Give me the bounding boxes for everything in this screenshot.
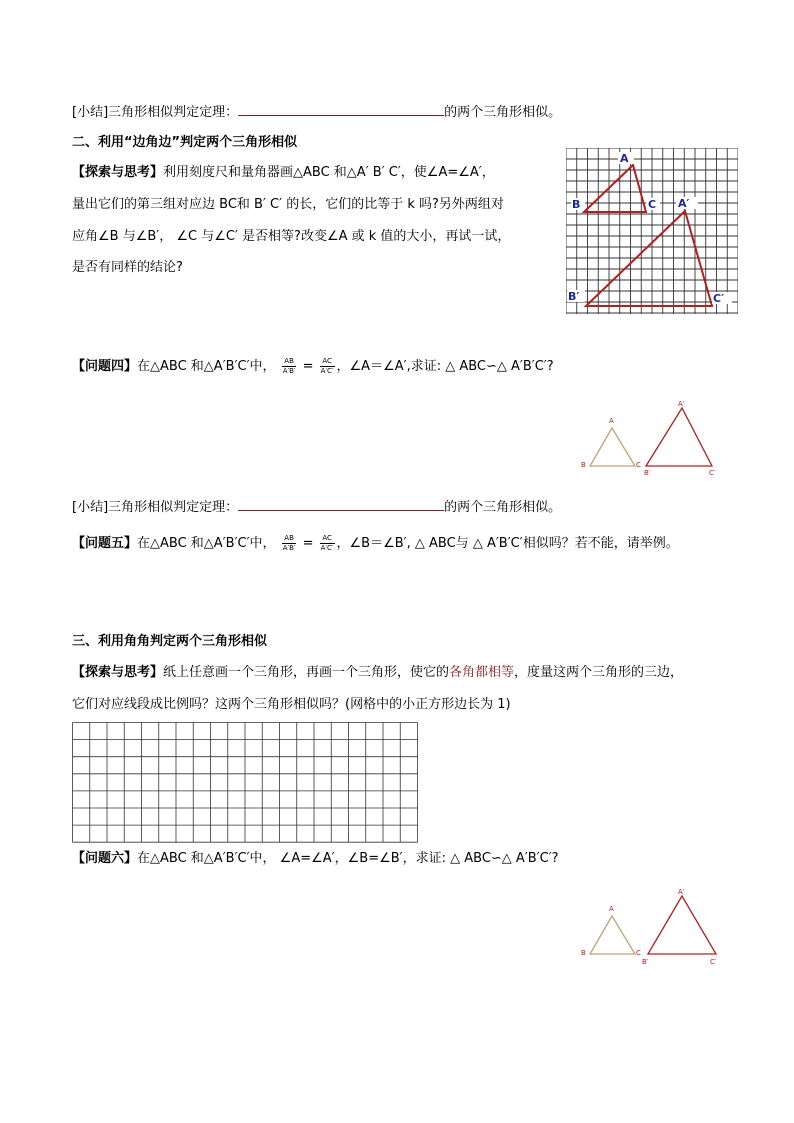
problem-6-text: 在△ABC 和△A′B′C′中， ∠A=∠A′，∠B=∠B′，求证: △ ABC∽△ A′B′C′? <box>137 851 559 866</box>
grid-label-a-prime: A′ <box>678 197 690 210</box>
fraction-numerator: AB <box>282 357 297 367</box>
section-3-explore-line-1 <box>72 664 683 682</box>
label-a: A <box>609 905 614 913</box>
label-c-prime: C′ <box>710 958 717 966</box>
problem-6-triangles <box>578 886 728 968</box>
fraction-numerator: AC <box>320 357 335 367</box>
label-b-prime: B′ <box>642 958 649 966</box>
triangle-abc-prime <box>646 408 712 466</box>
problem-5-fraction-1 <box>282 534 297 553</box>
explore-tag: 【探索与思考】 <box>72 165 164 180</box>
triangle-abc <box>590 428 635 466</box>
grid-label-b-prime: B′ <box>568 290 580 303</box>
problem-6 <box>72 850 559 868</box>
section-3-explore-line-2: 它们对应线段成比例吗？这两个三角形相似吗？(网格中的小正方形边长为 1) <box>72 697 511 712</box>
problem-5-fraction-2 <box>320 534 335 553</box>
problem-4-fraction-2 <box>320 357 335 376</box>
label-c: C <box>636 461 641 469</box>
summary-1 <box>72 103 561 122</box>
section-2-explore-line-1 <box>72 164 495 182</box>
fraction-denominator: A′C′ <box>320 544 334 552</box>
problem-4-fraction-1 <box>282 357 297 376</box>
fraction-numerator: AB <box>282 534 297 544</box>
problem-4-text-2: ，∠A＝∠A′,求证: △ ABC∽△ A′B′C′? <box>336 359 554 374</box>
grid-label-a: A <box>620 152 629 165</box>
grid-triangle-figure <box>566 148 738 314</box>
label-a: A <box>609 417 614 425</box>
triangle-abc <box>590 916 635 954</box>
problem-4-text-1: 在△ABC 和△A′B′C′中， <box>137 359 276 374</box>
summary-1-blank[interactable] <box>238 103 444 116</box>
summary-1-prefix: [小结]三角形相似判定定理： <box>72 105 239 120</box>
summary-1-suffix: 的两个三角形相似。 <box>444 105 562 120</box>
label-a-prime: A′ <box>678 888 685 896</box>
problem-4 <box>72 356 554 378</box>
label-b: B <box>581 949 586 957</box>
explore-text-1: 利用刻度尺和量角器画△ABC 和△A′ B′ C′，使∠A=∠A′， <box>163 165 495 180</box>
fraction-denominator: A′B′ <box>282 544 296 552</box>
summary-2-prefix: [小结]三角形相似判定定理： <box>72 500 239 515</box>
explore-highlight: 各角都相等 <box>449 665 515 680</box>
problem-5 <box>72 533 679 555</box>
label-a-prime: A′ <box>678 400 685 408</box>
fraction-denominator: A′C′ <box>320 367 334 375</box>
section-2-explore-line-3: 应角∠B 与∠B′， ∠C 与∠C′ 是否相等?改变∠A 或 k 值的大小，再试一试， <box>72 229 511 244</box>
section-2-explore-line-2: 量出它们的第三组对应边 BC和 B′ C′ 的长，它们的比等于 k 吗?另外两组对 <box>72 197 504 212</box>
problem-4-triangles <box>578 398 728 478</box>
grid-label-c: C <box>648 198 657 211</box>
explore-text-1a: 纸上任意画一个三角形，再画一个三角形，使它的 <box>163 665 450 680</box>
problem-5-tag: 【问题五】 <box>72 536 138 551</box>
problem-6-tag: 【问题六】 <box>72 851 138 866</box>
label-b-prime: B′ <box>644 469 651 477</box>
section-2-heading: 二、利用“边角边”判定两个三角形相似 <box>72 135 298 150</box>
grid-label-c-prime: C′ <box>713 292 724 305</box>
fraction-denominator: A′B′ <box>282 367 296 375</box>
triangle-abc-prime <box>648 896 716 954</box>
label-c: C <box>636 949 641 957</box>
summary-2-blank[interactable] <box>238 498 444 511</box>
fraction-numerator: AC <box>320 534 335 544</box>
summary-2 <box>72 498 561 517</box>
problem-5-text-1: 在△ABC 和△A′B′C′中， <box>137 536 276 551</box>
explore-tag: 【探索与思考】 <box>72 665 164 680</box>
explore-text-1b: ，度量这两个三角形的三边， <box>514 665 684 680</box>
equals-sign: = <box>302 359 314 374</box>
label-c-prime: C′ <box>709 469 716 477</box>
blank-grid[interactable] <box>72 722 422 844</box>
problem-4-tag: 【问题四】 <box>72 359 138 374</box>
grid-label-b: B <box>572 198 581 211</box>
equals-sign: = <box>302 536 314 551</box>
section-2-explore-line-4: 是否有同样的结论? <box>72 260 183 275</box>
problem-5-text-2: ，∠B＝∠B′, △ ABC与 △ A′B′C′相似吗？若不能，请举例。 <box>336 536 679 551</box>
section-3-heading: 三、利用角角判定两个三角形相似 <box>72 634 268 649</box>
label-b: B <box>581 461 586 469</box>
summary-2-suffix: 的两个三角形相似。 <box>444 500 562 515</box>
